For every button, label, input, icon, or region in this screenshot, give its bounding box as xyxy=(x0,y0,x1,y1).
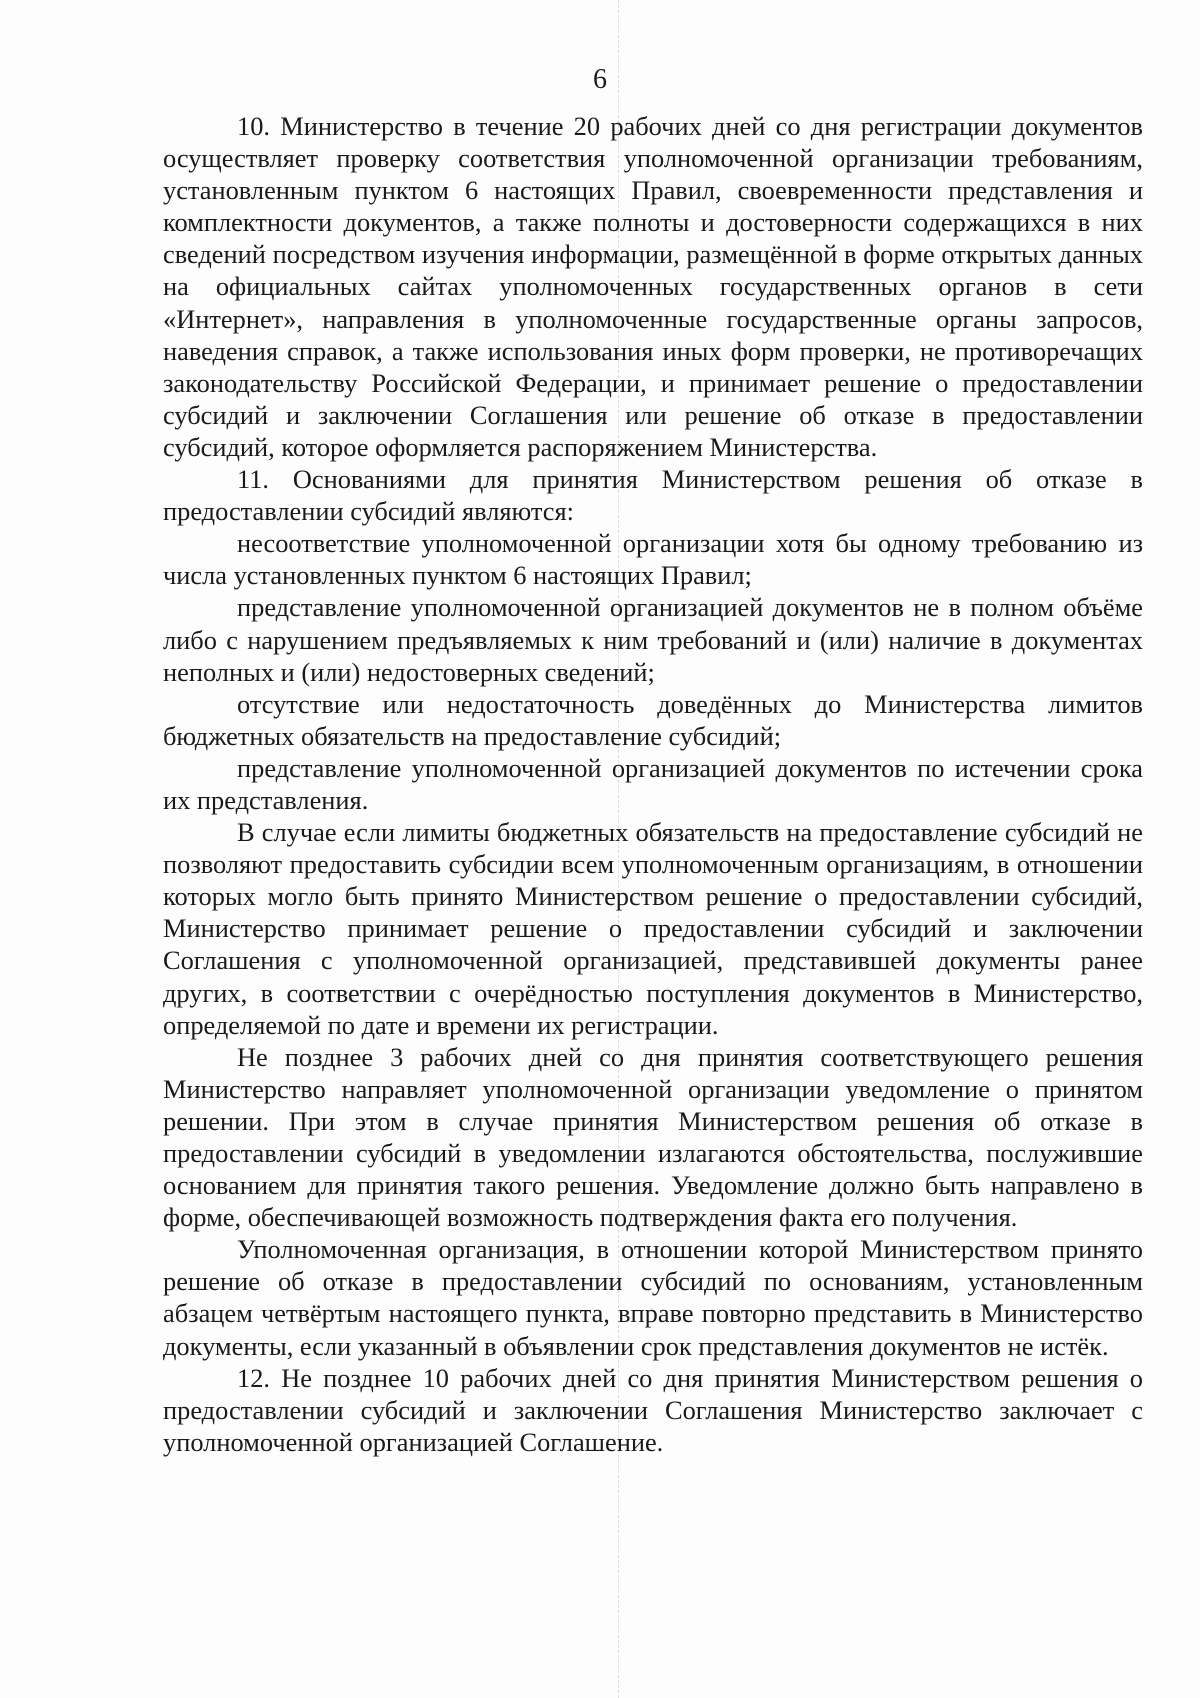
paragraph-12-agreement: 12. Не позднее 10 рабочих дней со дня принятия Министерством решения о предоставлении субсидий и заключении Соглашения Министерство заключает с уполномоченной организацией Соглашение. xyxy=(163,1362,1143,1457)
refusal-ground-late-submission: представление уполномоченной организацией документов по истечении срока их представления. xyxy=(163,752,1143,815)
paragraph-notification: Не позднее 3 рабочих дней со дня принятия соответствующего решения Министерство направляет уполномоченной организации уведомление о принятом решении. При этом в случае принятия Министерством решения об отказе в предоставлении субсидий в уведомлении излагаются обстоятельства, послужившие основанием для принятия такого решения. Уведомление должно быть направлено в форме, обеспечивающей возможность подтверждения факта его получения. xyxy=(163,1041,1143,1233)
paragraph-11-refusal-grounds-intro: 11. Основаниями для принятия Министерством решения об отказе в предоставлении субсидий являются: xyxy=(163,464,1143,527)
paragraph-10-review-procedure: 10. Министерство в течение 20 рабочих дней со дня регистрации документов осуществляет проверку соответствия уполномоченной организации требованиям, установленным пунктом 6 настоящих Правил, своевременности представления и комплектности документов, а также полноты и достоверности содержащихся в них сведений посредством изучения информации, размещённой в форме открытых данных на официальных сайтах уполномоченных государственных органов в сети «Интернет», направления в уполномоченные государственные органы запросов, наведения справок, а также использования иных форм проверки, не противоречащих законодательству Российской Федерации, и принимает решение о предоставлении субсидий и заключении Соглашения или решение об отказе в предоставлении субсидий, которое оформляется распоряжением Министерства. xyxy=(163,111,1143,462)
paragraph-limits-priority: В случае если лимиты бюджетных обязательств на предоставление субсидий не позволяют предоставить субсидии всем уполномоченным организациям, в отношении которых могло быть принято Министерством решение о предоставлении субсидий, Министерство принимает решение о предоставлении субсидий и заключении Соглашения с уполномоченной организацией, представившей документы ранее других, в соответствии с очерёдностью поступления документов в Министерство, определяемой по дате и времени их регистрации. xyxy=(163,817,1143,1040)
paragraph-resubmission: Уполномоченная организация, в отношении которой Министерством принято решение об отказе в предоставлении субсидий по основаниям, установленным абзацем четвёртым настоящего пункта, вправе повторно представить в Министерство документы, если указанный в объявлении срок представления документов не истёк. xyxy=(163,1234,1143,1361)
refusal-ground-insufficient-limits: отсутствие или недостаточность доведённых до Министерства лимитов бюджетных обязательств на предоставление субсидий; xyxy=(163,688,1143,751)
refusal-ground-incomplete-documents: представление уполномоченной организацией документов не в полном объёме либо с нарушением предъявляемых к ним требований и (или) наличие в документах неполных и (или) недостоверных сведений; xyxy=(163,592,1143,687)
document-body xyxy=(163,110,1143,1458)
page-number: 6 xyxy=(593,64,607,95)
refusal-ground-noncompliance: несоответствие уполномоченной организации хотя бы одному требованию из числа установленных пунктом 6 настоящих Правил; xyxy=(163,528,1143,591)
